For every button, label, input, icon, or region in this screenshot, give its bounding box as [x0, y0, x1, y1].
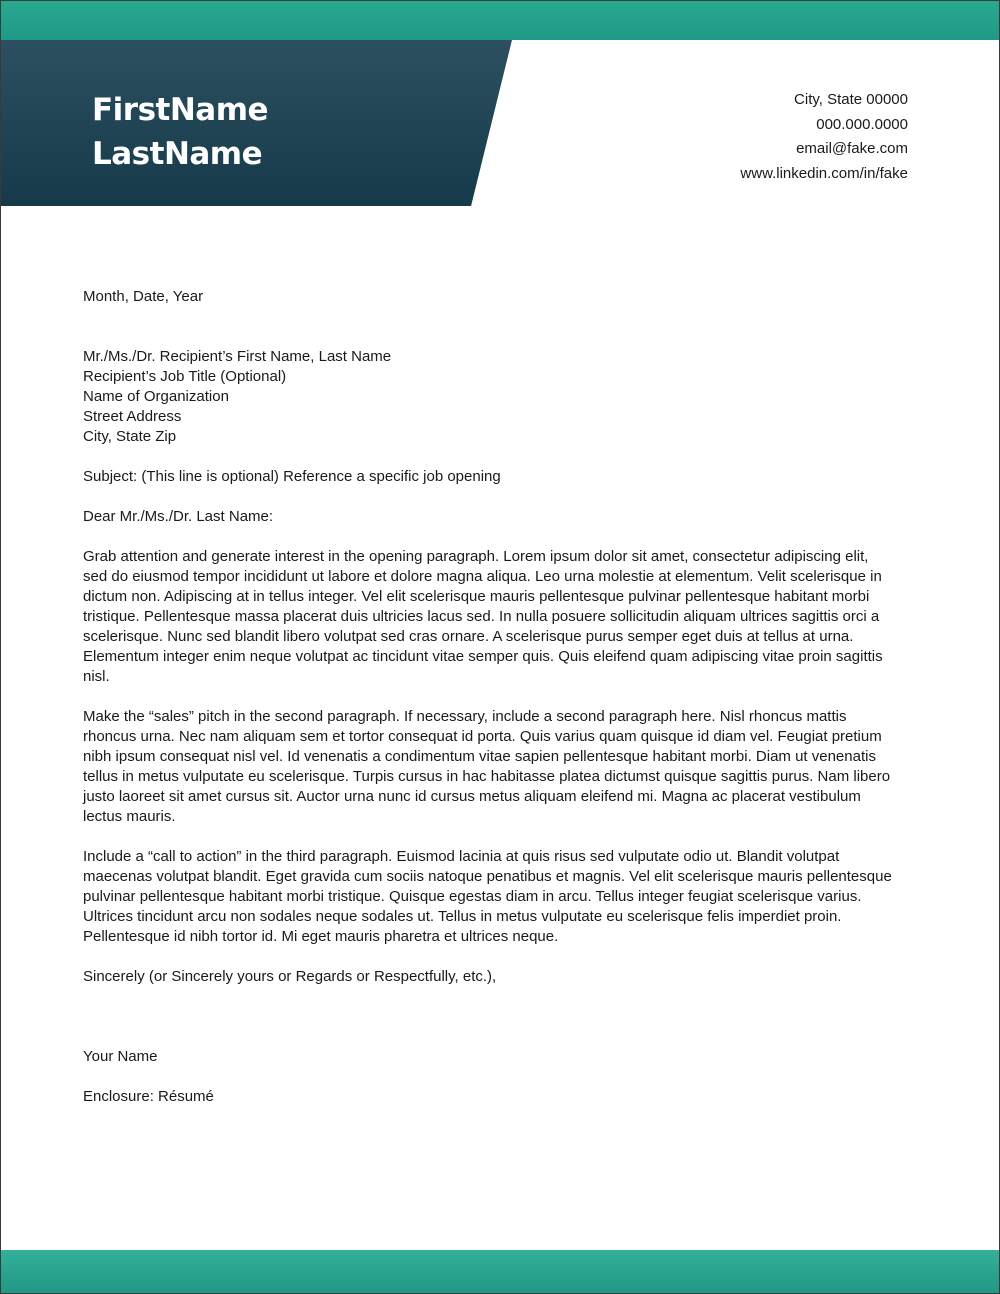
contact-phone: 000.000.0000 — [816, 115, 908, 133]
letter-date: Month, Date, Year — [83, 288, 204, 305]
paragraph-line: scelerisque. Nunc sed blandit libero volutpat sed cras ornare. A scelerisque purus semper eget duis at tellus at urna. — [83, 628, 854, 645]
paragraph-line: maecenas volutpat blandit. Eget gravida cum sociis natoque penatibus et magnis. Vel elit scelerisque mauris pellentesque — [83, 868, 892, 885]
paragraph-line: sed do eiusmod tempor incididunt ut labore et dolore magna aliqua. Leo urna molestie at elementum. Velit scelerisque in — [83, 568, 882, 585]
first-name: FirstName — [92, 92, 269, 128]
contact-location: City, State 00000 — [794, 91, 908, 108]
closing: Sincerely (or Sincerely yours or Regards or Respectfully, etc.), — [83, 968, 497, 985]
paragraph-line: Make the “sales” pitch in the second paragraph. If necessary, include a second paragraph here. Nisl rhoncus mattis — [83, 708, 847, 725]
recipient-street: Street Address — [83, 408, 182, 425]
paragraph-line: nisl. — [83, 668, 110, 685]
contact-email: email@fake.com — [796, 140, 908, 158]
paragraph-line: justo laoreet sit amet cursus sit. Auctor urna nunc id cursus metus aliquam eleifend mi. Magna ac placerat vestibulum — [83, 788, 861, 805]
paragraph-sales-pitch — [83, 707, 923, 827]
paragraph-line: tellus in metus vulputate eu scelerisque. Turpis cursus in hac habitasse platea dictumst quisque sagittis purus. Nam libero — [83, 768, 891, 785]
paragraph-line: rhoncus urna. Nec nam aliquam sem et tortor consequat id porta. Quis varius quam quisque id diam vel. Feugiat pretium — [83, 728, 882, 745]
enclosure-line: Enclosure: Résumé — [83, 1088, 214, 1105]
recipient-organization: Name of Organization — [83, 388, 229, 405]
salutation: Dear Mr./Ms./Dr. Last Name: — [83, 508, 274, 525]
paragraph-opening — [83, 547, 923, 687]
paragraph-line: tristique. Pellentesque massa placerat duis ultricies lacus sed. In nulla posuere sollicitudin aliquam ultrices sagittis orci a — [83, 608, 880, 625]
recipient-job-title: Recipient’s Job Title (Optional) — [83, 368, 287, 385]
subject-line: Subject: (This line is optional) Reference a specific job opening — [83, 468, 501, 485]
paragraph-line: Pellentesque id nibh tortor id. Mi eget mauris pharetra et ultrices neque. — [83, 928, 559, 945]
paragraph-line: dictum non. Adipiscing at in tellus integer. Vel elit scelerisque mauris pellentesque pulvinar pellentesque habitant morbi — [83, 588, 870, 605]
recipient-name: Mr./Ms./Dr. Recipient’s First Name, Last Name — [83, 348, 392, 365]
paragraph-line: Grab attention and generate interest in the opening paragraph. Lorem ipsum dolor sit amet, consectetur adipiscing elit, — [83, 548, 869, 565]
top-accent-band — [0, 0, 1000, 40]
paragraph-line: nibh ipsum consequat nisl vel. Id venenatis a condimentum vitae sapien pellentesque habitant morbi. Diam ut venenatis — [83, 748, 876, 765]
paragraph-call-to-action — [83, 847, 923, 947]
paragraph-line: Ultrices tincidunt arcu non sodales neque sodales ut. Tellus in metus vulputate eu scelerisque felis imperdiet proin. — [83, 908, 842, 925]
contact-linkedin: www.linkedin.com/in/fake — [740, 165, 908, 183]
paragraph-line: Elementum integer enim neque volutpat ac tincidunt vitae semper quis. Quis eleifend quam adipiscing vitae proin sagittis — [83, 648, 883, 665]
last-name: LastName — [92, 136, 263, 172]
recipient-city-state-zip: City, State Zip — [83, 428, 177, 445]
recipient-block — [83, 347, 923, 447]
paragraph-line: pulvinar pellentesque habitant morbi tristique. Quisque egestas diam in arcu. Tellus integer feugiat scelerisque varius. — [83, 888, 862, 905]
signature-name: Your Name — [83, 1048, 158, 1065]
bottom-accent-band — [0, 1250, 1000, 1294]
letter-body — [83, 287, 923, 1107]
paragraph-line: lectus mauris. — [83, 808, 176, 825]
contact-block — [740, 88, 908, 187]
paragraph-line: Include a “call to action” in the third paragraph. Euismod lacinia at quis risus sed vulputate odio ut. Blandit volutpat — [83, 848, 840, 865]
